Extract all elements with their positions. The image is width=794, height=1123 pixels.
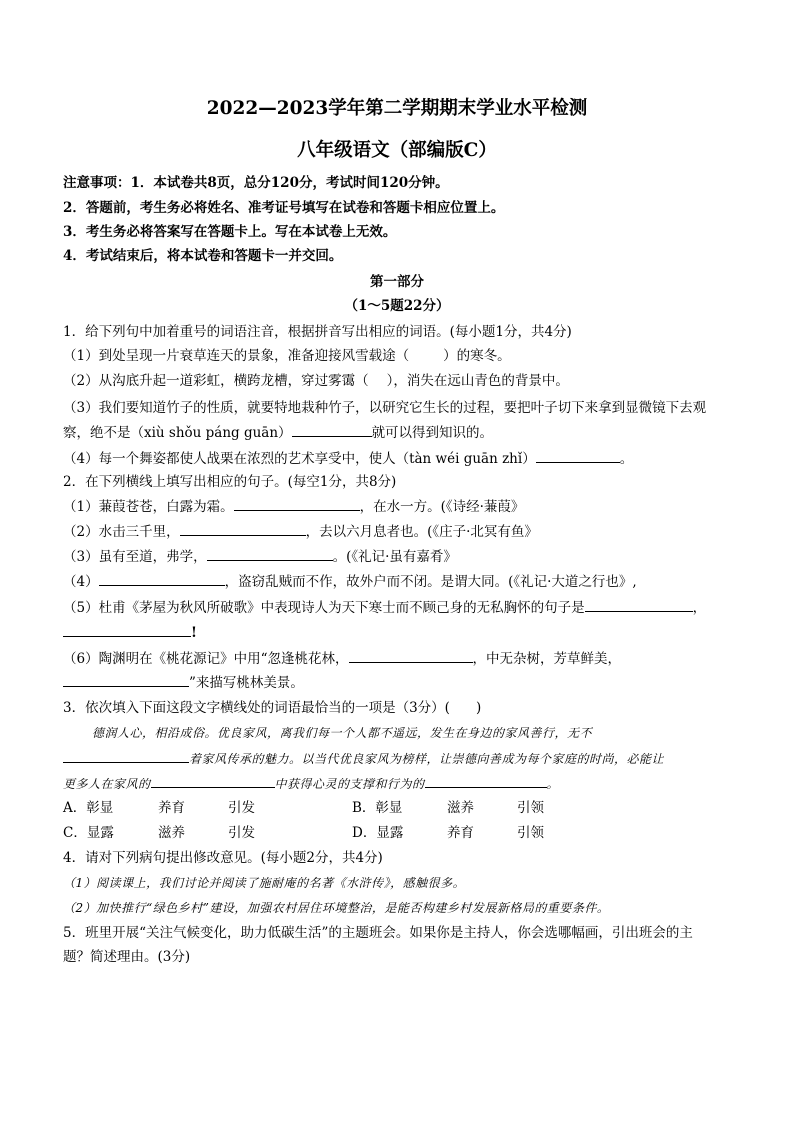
- notice-4: 4．考试结束后，将本试卷和答题卡一并交回。: [63, 248, 343, 264]
- q2-s2-text-a: （2）水击三千里，: [63, 524, 180, 540]
- q1-s2-text-b: ），消失在远山青色的背景中。: [386, 373, 569, 389]
- q2-sentence-4: [63, 571, 732, 592]
- q3-option-d-w1: D．显露: [352, 825, 404, 841]
- q3-stem: [63, 698, 732, 718]
- exam-title: 2022—2023学年第二学期期末学业水平检测: [206, 98, 588, 119]
- q3-option-b[interactable]: [352, 798, 544, 818]
- q1-s3-text-c: 就可以得到知识的。: [371, 425, 494, 441]
- q3-option-d-w2: 养育: [447, 825, 474, 841]
- q1-sentence-3a: （3）我们要知道竹子的性质，就要特地栽种竹子，以研究它生长的过程，要把叶子切下来拿到显微镜下去观: [63, 400, 707, 416]
- q3-option-c[interactable]: [63, 823, 255, 843]
- q3-passage-text-3c: 。: [546, 777, 560, 791]
- q2-sentence-6b: [63, 672, 732, 693]
- notice-1: 注意事项：1．本试卷共8页，总分120分，考试时间120分钟。: [63, 175, 449, 191]
- q3-option-b-w2: 滋养: [447, 800, 474, 816]
- q1-s1-text-a: （1）到处呈现一片衰草连天的景象，准备迎接风雪载途（: [63, 348, 410, 364]
- q3-stem-end: ): [475, 700, 482, 716]
- q4-sentence-2: （2）加快推行“绿色乡村”建设，加强农村居住环境整治，是能否构建乡村发展新格局的重要条件。: [63, 901, 610, 915]
- q3-option-b-w1: B．彰显: [352, 800, 403, 816]
- q1-sentence-1: [63, 346, 732, 366]
- q2-s5-text-c: !: [191, 625, 197, 641]
- q2-sentence-3: [63, 546, 732, 567]
- q3-blank-3: [425, 773, 547, 788]
- q3-option-b-w3: 引领: [517, 800, 544, 816]
- q2-s6-text-a: （6）陶渊明在《桃花源记》中用“忽逢桃花林，: [63, 651, 349, 667]
- q5-stem-line-1: 5．班里开展“关注气候变化，助力低碳生活”的主题班会。如果你是主持人，你会选哪幅画，引出班会的主: [63, 925, 693, 941]
- q3-blank-1: [63, 748, 189, 763]
- q1-s4-blank: [536, 448, 620, 463]
- q2-s3-blank: [207, 546, 333, 561]
- q1-sentence-4: [63, 448, 732, 469]
- q2-s4-blank: [99, 571, 225, 586]
- q1-s3-text-b: 察，绝不是（xiù shǒu páng guān）: [63, 425, 292, 441]
- q3-option-a-w2: 养育: [158, 800, 185, 816]
- q3-option-c-w1: C．显露: [63, 825, 114, 841]
- q3-option-a-w3: 引发: [228, 800, 255, 816]
- q2-s6-text-b: ，中无杂树，芳草鲜美，: [472, 651, 621, 667]
- section-range: （1～5题22分）: [344, 298, 450, 314]
- q2-s5-blank-1: [585, 597, 693, 612]
- q1-sentence-3b: [63, 422, 732, 443]
- q2-s1-text-a: （1）蒹葭苍苍，白露为霜。: [63, 499, 234, 515]
- q1-sentence-2: [63, 371, 732, 391]
- q2-s6-blank-2: [63, 672, 189, 687]
- q3-option-a[interactable]: [63, 798, 255, 818]
- q3-stem-text: 3．依次填入下面这段文字横线处的词语最恰当的一项是（3分）(: [63, 700, 450, 716]
- q5-stem-line-2: 题？简述理由。(3分): [63, 949, 191, 965]
- q2-sentence-2: [63, 521, 732, 542]
- q2-sentence-1: [63, 496, 732, 517]
- section-title: 第一部分: [370, 274, 424, 290]
- q1-s4-text-b: 。: [619, 451, 634, 467]
- exam-subtitle: 八年级语文（部编版C）: [297, 140, 497, 161]
- q2-s5-blank-2: [63, 622, 191, 637]
- q2-s4-text-a: （4）: [63, 574, 99, 590]
- q1-stem: 1．给下列句中加着重号的词语注音，根据拼音写出相应的词语。(每小题1分，共4分): [63, 324, 572, 340]
- notice-2: 2．答题前，考生务必将姓名、准考证号填写在试卷和答题卡相应位置上。: [63, 200, 505, 216]
- q2-s6-blank-1: [349, 648, 473, 663]
- q3-option-d-w3: 引领: [517, 825, 544, 841]
- q4-stem: 4．请对下列病句提出修改意见。(每小题2分，共4分): [63, 850, 383, 866]
- q3-option-d[interactable]: [352, 823, 544, 843]
- q3-passage-line-3: [63, 773, 732, 794]
- q3-passage-text-2: 着家风传承的魅力。以当代优良家风为榜样，让崇德向善成为每个家庭的时尚，必能让: [189, 752, 665, 766]
- q3-option-c-w2: 滋养: [158, 825, 185, 841]
- q3-blank-2: [151, 773, 275, 788]
- q2-stem: 2．在下列横线上填写出相应的句子。(每空1分，共8分): [63, 474, 397, 490]
- q2-s4-text-b: ，盗窃乱贼而不作，故外户而不闭。是谓大同。(《礼记·大道之行也》,: [224, 574, 637, 590]
- q2-sentence-5a: [63, 597, 732, 618]
- q1-s4-text-a: （4）每一个舞姿都使人战栗在浓烈的艺术享受中，使人（tàn wéi guān zhǐ）: [63, 451, 536, 467]
- q3-passage-line-2: [63, 748, 732, 769]
- q1-s2-text-a: （2）从沟底升起一道彩虹，横跨龙槽，穿过雾霭（: [63, 373, 369, 389]
- q4-sentence-1: （1）阅读课上，我们讨论并阅读了施耐庵的名著《水浒传》，感触很多。: [63, 876, 466, 890]
- q2-s1-text-b: ，在水一方。(《诗经·蒹葭》: [359, 499, 525, 515]
- q3-passage-text-3a: 更多人在家风的: [63, 777, 151, 791]
- q2-s1-blank: [234, 496, 360, 511]
- q2-sentence-5b: [63, 622, 732, 643]
- q3-option-c-w3: 引发: [228, 825, 255, 841]
- q2-s5-text-a: （5）杜甫《茅屋为秋风所破歌》中表现诗人为天下寒士而不顾己身的无私胸怀的句子是: [63, 600, 585, 616]
- q3-passage-line-1: 德润人心，相沿成俗。优良家风，离我们每一个人都不遥远，发生在身边的家风善行，无不: [92, 726, 593, 740]
- q2-sentence-6a: [63, 648, 732, 669]
- q3-passage-text-3b: 中获得心灵的支撑和行为的: [274, 777, 425, 791]
- q2-s3-text-a: （3）虽有至道，弗学，: [63, 549, 207, 565]
- notice-3: 3．考生务必将答案写在答题卡上。写在本试卷上无效。: [63, 224, 397, 240]
- q1-s3-blank: [292, 422, 372, 437]
- q2-s5-text-b: ，: [692, 600, 707, 616]
- q2-s2-blank: [180, 521, 306, 536]
- q1-s1-text-b: ）的寒冬。: [443, 348, 511, 364]
- q2-s6-text-c: ”来描写桃林美景。: [189, 675, 304, 691]
- q2-s2-text-b: ，去以六月息者也。(《庄子·北冥有鱼》: [305, 524, 538, 540]
- q2-s3-text-b: 。(《礼记·虽有嘉肴》: [332, 549, 457, 565]
- q3-option-a-w1: A．彰显: [63, 800, 114, 816]
